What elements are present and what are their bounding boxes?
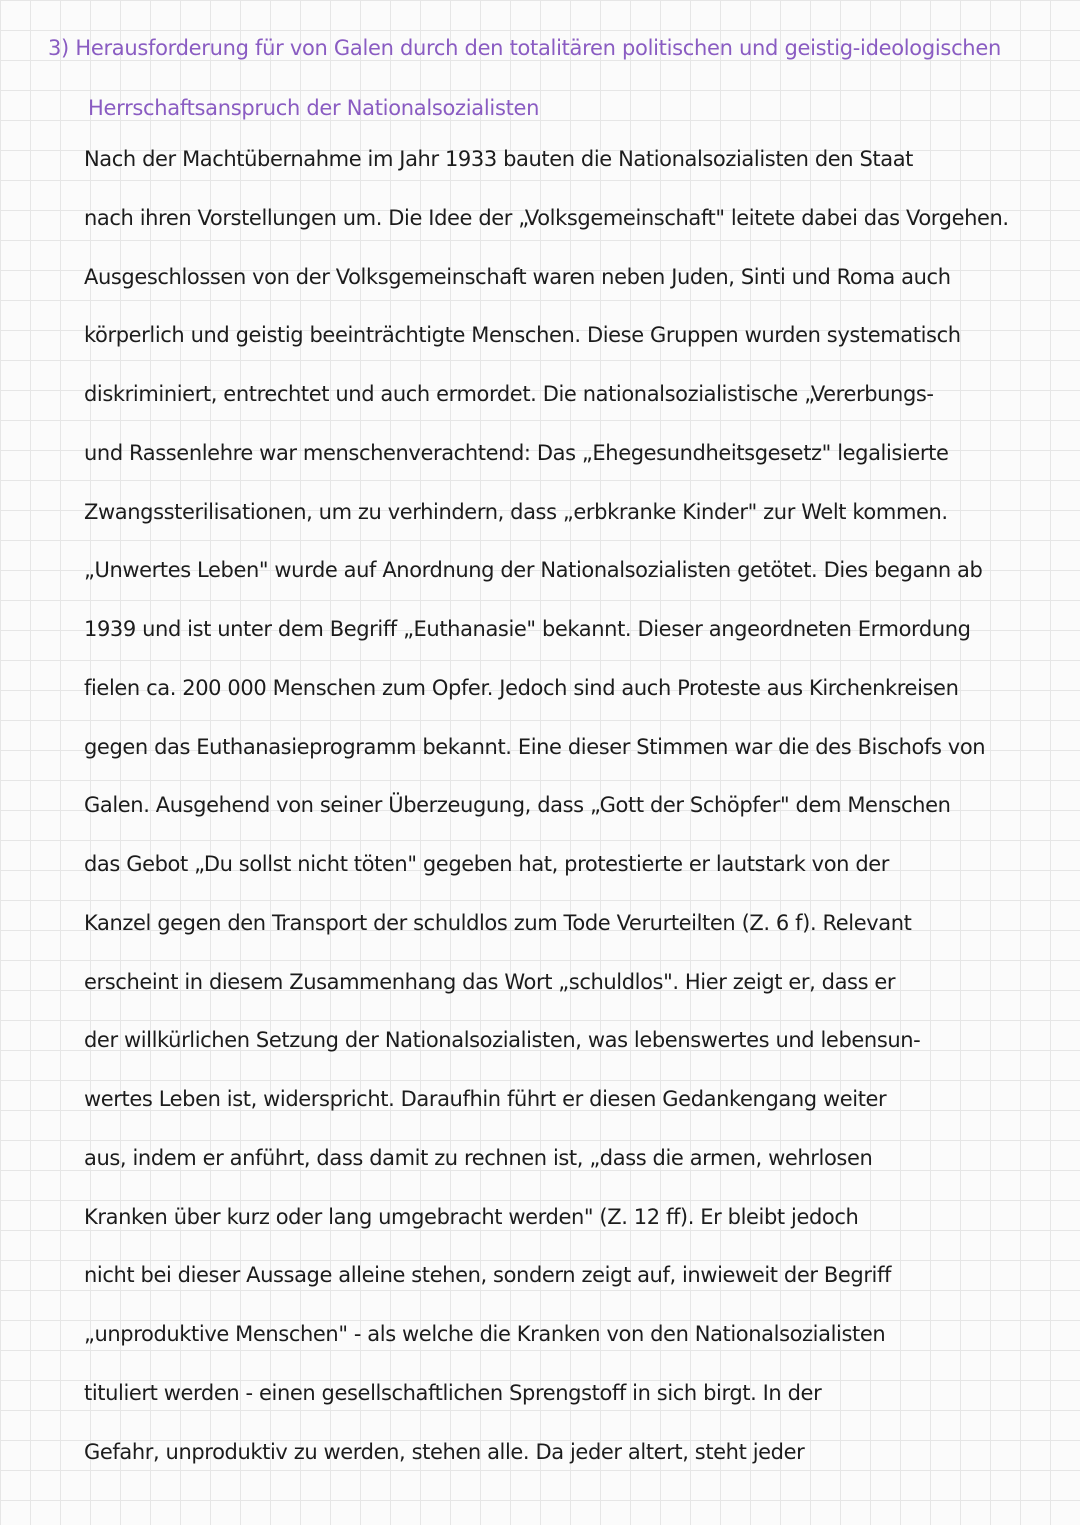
text-line: erscheint in diesem Zusammenhang das Wort „schuldlos". Hier zeigt er, dass er	[84, 969, 896, 994]
text-line: Kranken über kurz oder lang umgebracht werden" (Z. 12 ff). Er bleibt jedoch	[84, 1204, 859, 1229]
text-line: nach ihren Vorstellungen um. Die Idee der „Volksgemeinschaft" leitete dabei das Vorgehen.	[84, 205, 1009, 230]
text-line: und Rassenlehre war menschenverachtend: Das „Ehegesundheitsgesetz" legalisierte	[84, 440, 949, 465]
text-line: Ausgeschlossen von der Volksgemeinschaft waren neben Juden, Sinti und Roma auch	[84, 264, 951, 289]
text-line: der willkürlichen Setzung der Nationalsozialisten, was lebenswertes und lebensun-	[84, 1028, 921, 1053]
text-line: gegen das Euthanasieprogramm bekannt. Eine dieser Stimmen war die des Bischofs von	[84, 734, 986, 759]
text-line: nicht bei dieser Aussage alleine stehen, sondern zeigt auf, inwieweit der Begriff	[84, 1263, 891, 1288]
text-line: das Gebot „Du sollst nicht töten" gegeben hat, protestierte er lautstark von der	[84, 852, 890, 876]
text-line: aus, indem er anführt, dass damit zu rechnen ist, „dass die armen, wehrlosen	[84, 1145, 873, 1170]
text-line: 1939 und ist unter dem Begriff „Euthanasie" bekannt. Dieser angeordneten Ermordung	[84, 617, 971, 641]
heading-number: 3)	[48, 36, 69, 60]
text-line: Gefahr, unproduktiv zu werden, stehen alle. Da jeder altert, steht jeder	[84, 1439, 805, 1464]
text-line: Nach der Machtübernahme im Jahr 1933 bauten die Nationalsozialisten den Staat	[84, 147, 914, 171]
text-line: fielen ca. 200 000 Menschen zum Opfer. Jedoch sind auch Proteste aus Kirchenkreisen	[84, 675, 959, 700]
text-line: wertes Leben ist, widerspricht. Daraufhin führt er diesen Gedankengang weiter	[84, 1087, 887, 1111]
heading-text-1: Herausforderung für von Galen durch den totalitären politischen und geistig-ideologischen	[75, 36, 1001, 60]
section-heading	[48, 18, 1068, 138]
text-line: tituliert werden - einen gesellschaftlichen Sprengstoff in sich birgt. In der	[84, 1380, 822, 1405]
essay-text	[84, 130, 1074, 1481]
text-line: „unproduktive Menschen" - als welche die Kranken von den Nationalsozialisten	[84, 1322, 886, 1346]
text-line: Kanzel gegen den Transport der schuldlos zum Tode Verurteilten (Z. 6 f). Relevant	[84, 910, 912, 935]
text-line: diskriminiert, entrechtet und auch ermordet. Die nationalsozialistische „Vererbungs-	[84, 382, 934, 406]
heading-line-1	[48, 18, 1068, 78]
heading-line-2: Herrschaftsanspruch der Nationalsozialisten	[88, 96, 540, 120]
text-line: Zwangssterilisationen, um zu verhindern, dass „erbkranke Kinder" zur Welt kommen.	[84, 499, 948, 524]
text-line: „Unwertes Leben" wurde auf Anordnung der Nationalsozialisten getötet. Dies begann ab	[84, 558, 983, 583]
text-line: körperlich und geistig beeinträchtigte Menschen. Diese Gruppen wurden systematisch	[84, 323, 961, 348]
text-line: Galen. Ausgehend von seiner Überzeugung, dass „Gott der Schöpfer" dem Menschen	[84, 793, 951, 818]
